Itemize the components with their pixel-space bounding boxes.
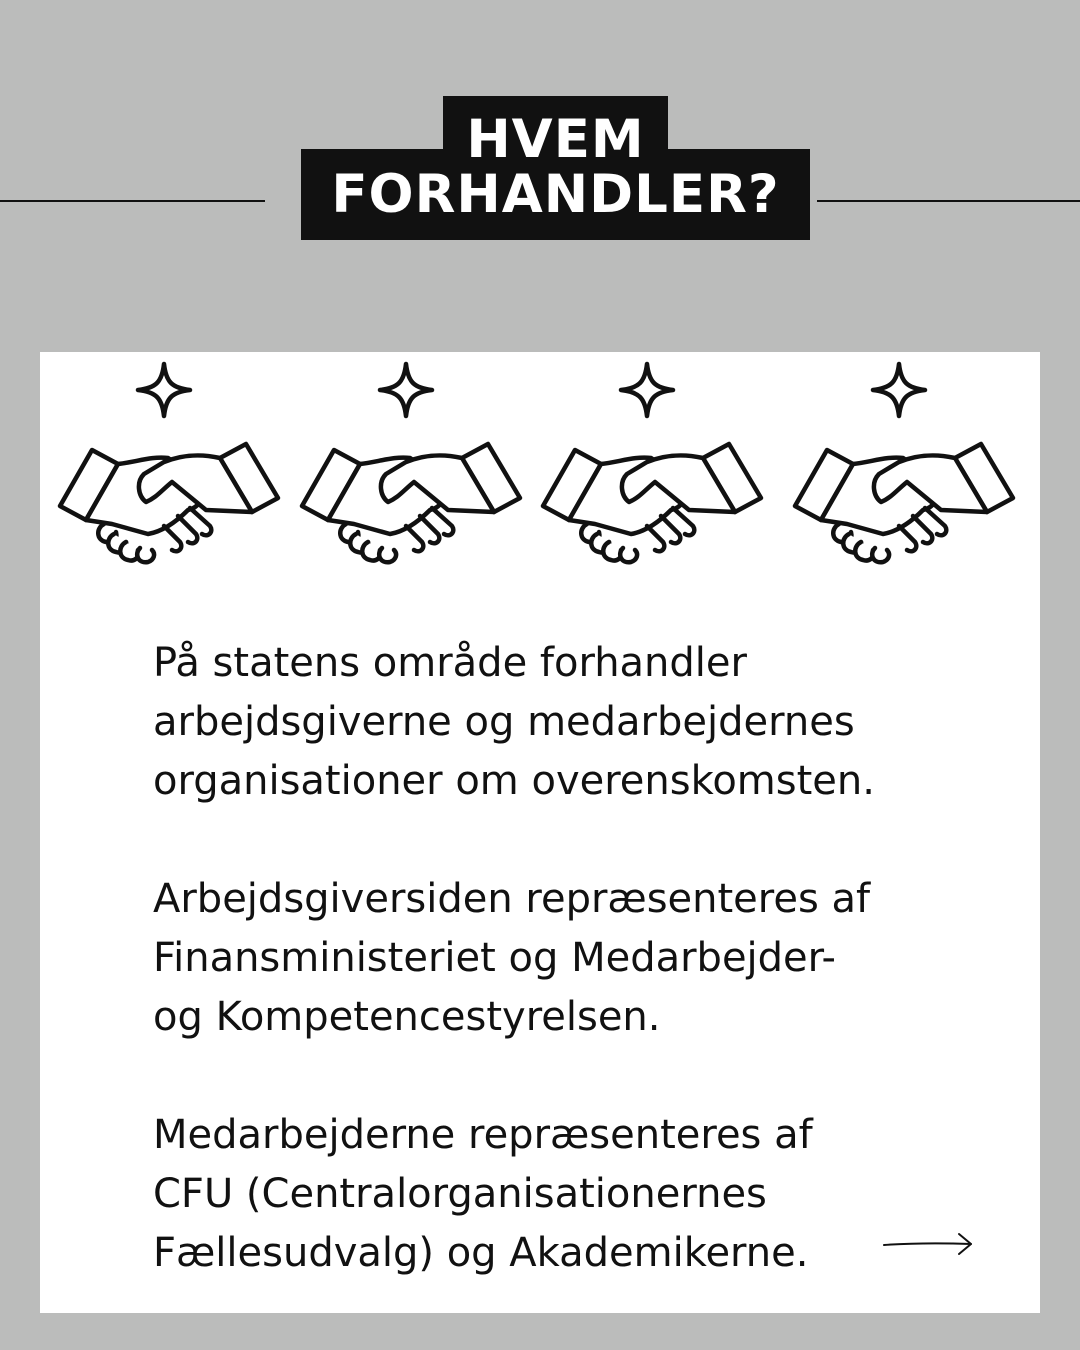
text-line: og Kompetencestyrelsen. <box>153 994 661 1040</box>
handshake-sparkle-icon <box>52 358 282 578</box>
paragraph-negotiation <box>153 634 973 811</box>
text-line: Medarbejderne repræsenteres af <box>153 1112 813 1158</box>
paragraph-employee-side <box>153 1106 973 1283</box>
handshake-sparkle-icon <box>535 358 765 578</box>
text-line: CFU (Centralorganisationernes <box>153 1171 767 1217</box>
paragraph-employer-side <box>153 870 973 1047</box>
divider-left <box>0 200 265 202</box>
arrow-right-icon[interactable] <box>883 1232 973 1256</box>
divider-right <box>817 200 1080 202</box>
text-line: arbejdsgiverne og medarbejdernes <box>153 699 855 745</box>
handshake-sparkle-icon <box>294 358 524 578</box>
text-line: Arbejdsgiversiden repræsenteres af <box>153 876 871 922</box>
page-title <box>301 109 810 225</box>
body-text <box>153 634 973 1283</box>
text-line: På statens område forhandler <box>153 640 747 686</box>
handshake-sparkle-icon <box>787 358 1017 578</box>
handshake-icon-row <box>40 352 1040 592</box>
title-line-2: FORHANDLER? <box>331 164 780 225</box>
title-line-1: HVEM <box>466 109 645 170</box>
content-card <box>40 352 1040 1313</box>
text-line: Finansministeriet og Medarbejder- <box>153 935 836 981</box>
text-line: Fællesudvalg) og Akademikerne. <box>153 1230 809 1276</box>
text-line: organisationer om overenskomsten. <box>153 758 875 804</box>
